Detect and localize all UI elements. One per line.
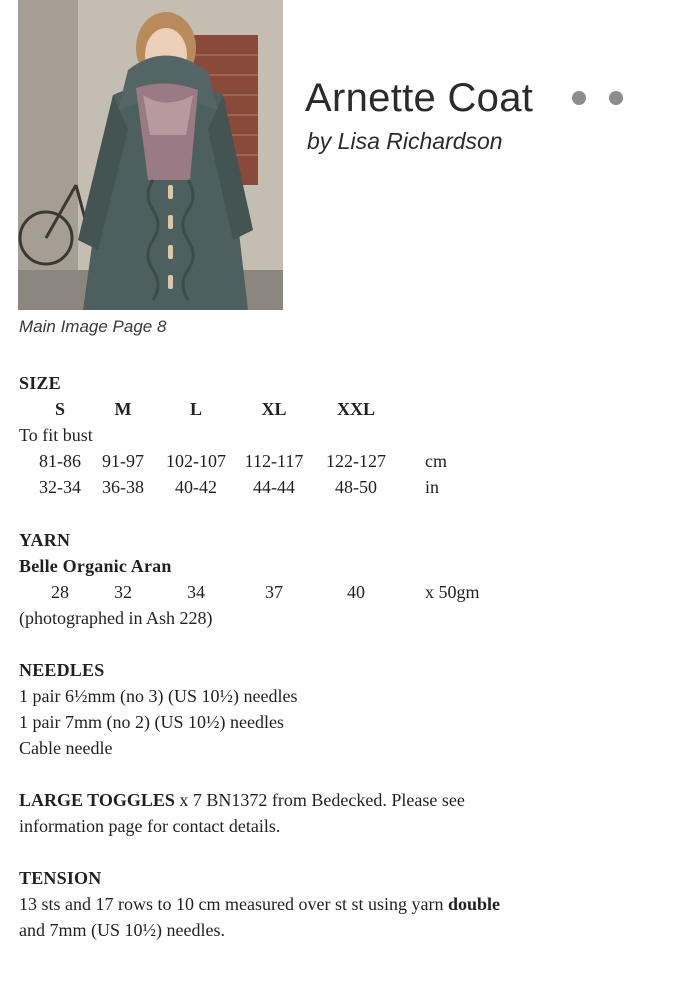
yarn-amount: 32 — [114, 582, 132, 602]
toggles-line-2: information page for contact details. — [19, 816, 281, 836]
yarn-unit: x 50gm — [425, 582, 480, 602]
bust-in: 32-34 — [39, 477, 81, 497]
size-xl: XL — [261, 399, 287, 419]
bust-cm: 112-117 — [244, 451, 304, 471]
tension-line-2: and 7mm (US 10½) needles. — [19, 920, 225, 940]
yarn-name: Belle Organic Aran — [19, 556, 172, 576]
tension-heading: TENSION — [19, 868, 102, 888]
pattern-title: Arnette Coat — [305, 76, 534, 120]
model-in-coat-image — [18, 0, 283, 310]
yarn-amount: 28 — [51, 582, 69, 602]
needle-line: Cable needle — [19, 738, 113, 758]
size-heading: SIZE — [19, 373, 61, 393]
size-l: L — [189, 399, 202, 419]
bust-cm: 81-86 — [39, 451, 81, 471]
needle-line: 1 pair 7mm (no 2) (US 10½) needles — [19, 712, 284, 732]
needles-heading: NEEDLES — [19, 660, 105, 680]
bust-cm: 122-127 — [326, 451, 386, 471]
size-xxl: XXL — [336, 399, 375, 419]
yarn-note: (photographed in Ash 228) — [19, 608, 213, 628]
bust-in: 40-42 — [175, 477, 217, 497]
yarn-amount: 34 — [187, 582, 205, 602]
yarn-amount: 40 — [347, 582, 365, 602]
yarn-amount: 37 — [265, 582, 283, 602]
toggles-heading: LARGE TOGGLES — [19, 790, 175, 810]
bust-in: 36-38 — [102, 477, 144, 497]
bust-cm: 102-107 — [166, 451, 226, 471]
designer-byline: by Lisa Richardson — [307, 128, 503, 154]
tension-line-1 — [19, 894, 500, 915]
tension-bold: double — [447, 894, 500, 914]
yarn-heading: YARN — [19, 530, 71, 550]
needle-line: 1 pair 6½mm (no 3) (US 10½) needles — [19, 686, 298, 706]
main-photo — [18, 0, 283, 310]
bust-in: 44-44 — [253, 477, 295, 497]
difficulty-dot-icon — [572, 91, 586, 105]
difficulty-dot-icon — [609, 91, 623, 105]
image-caption: Main Image Page 8 — [19, 317, 167, 336]
toggles-line-1 — [19, 790, 465, 811]
bust-cm: 91-97 — [102, 451, 144, 471]
in-unit: in — [425, 477, 440, 497]
toggles-text: x 7 BN1372 from Bedecked. Please see — [174, 790, 465, 810]
cm-unit: cm — [425, 451, 447, 471]
size-m: M — [114, 399, 132, 419]
tension-text: 13 sts and 17 rows to 10 cm measured over st st using yarn — [19, 894, 448, 914]
fit-label: To fit bust — [19, 425, 93, 445]
bust-in: 48-50 — [335, 477, 377, 497]
size-s: S — [54, 399, 65, 419]
